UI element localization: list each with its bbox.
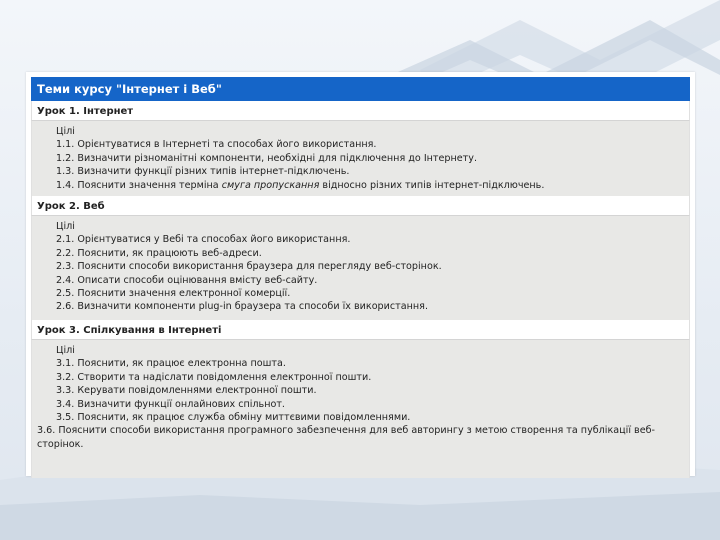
lesson-3-goals-label: Цілі <box>56 345 75 356</box>
course-topics-table <box>31 77 690 478</box>
goal-2-2: 2.2. Пояснити, як працюють веб-адреси. <box>56 247 262 259</box>
lesson-2-goals <box>31 216 690 320</box>
lesson-2-goals-label: Цілі <box>56 221 75 232</box>
lesson-3-goals <box>31 340 690 478</box>
lesson-1-goals <box>31 121 690 196</box>
goal-3-6: 3.6. Пояснити способи використання програмного забезпечення для веб авторингу з метою створення та публікації веб-сторінок. <box>37 425 655 450</box>
lesson-1-goals-label: Цілі <box>56 126 75 137</box>
goal-3-3: 3.3. Керувати повідомленнями електронної пошти. <box>56 385 317 397</box>
goal-1-4-term: смуга пропускання <box>221 179 320 191</box>
goal-1-4-pre: 1.4. Пояснити значення терміна <box>56 179 222 191</box>
goal-1-1: 1.1. Орієнтуватися в Інтернеті та способах його використання. <box>56 139 377 151</box>
lesson-3-heading: Урок 3. Спілкування в Інтернеті <box>31 320 690 340</box>
goal-3-1: 3.1. Пояснити, як працює електронна пошта. <box>56 358 286 370</box>
table-title: Теми курсу "Інтернет і Веб" <box>31 77 690 101</box>
goal-2-4: 2.4. Описати способи оцінювання вмісту веб-сайту. <box>56 274 318 286</box>
goal-3-5: 3.5. Пояснити, як працює служба обміну миттєвими повідомленнями. <box>56 412 411 424</box>
goal-2-3: 2.3. Пояснити способи використання браузера для перегляду веб-сторінок. <box>56 261 442 273</box>
lesson-1-heading: Урок 1. Інтернет <box>31 101 690 121</box>
goal-2-1: 2.1. Орієнтуватися у Вебі та способах його використання. <box>56 234 351 246</box>
goal-1-2: 1.2. Визначити різноманітні компоненти, необхідні для підключення до Інтернету. <box>56 152 477 164</box>
goal-3-2: 3.2. Створити та надіслати повідомлення електронної пошти. <box>56 371 372 383</box>
course-topics-panel <box>26 72 695 476</box>
goal-3-4: 3.4. Визначити функції онлайнових спільнот. <box>56 398 285 410</box>
goal-1-3: 1.3. Визначити функції різних типів інтернет-підключень. <box>56 166 350 178</box>
goal-1-4-post: відносно різних типів інтернет-підключень. <box>319 179 545 191</box>
goal-1-4 <box>56 179 683 192</box>
goal-2-5: 2.5. Пояснити значення електронної комерції. <box>56 288 291 300</box>
goal-2-6: 2.6. Визначити компоненти plug-in браузера та способи їх використання. <box>56 301 428 313</box>
lesson-2-heading: Урок 2. Веб <box>31 196 690 216</box>
